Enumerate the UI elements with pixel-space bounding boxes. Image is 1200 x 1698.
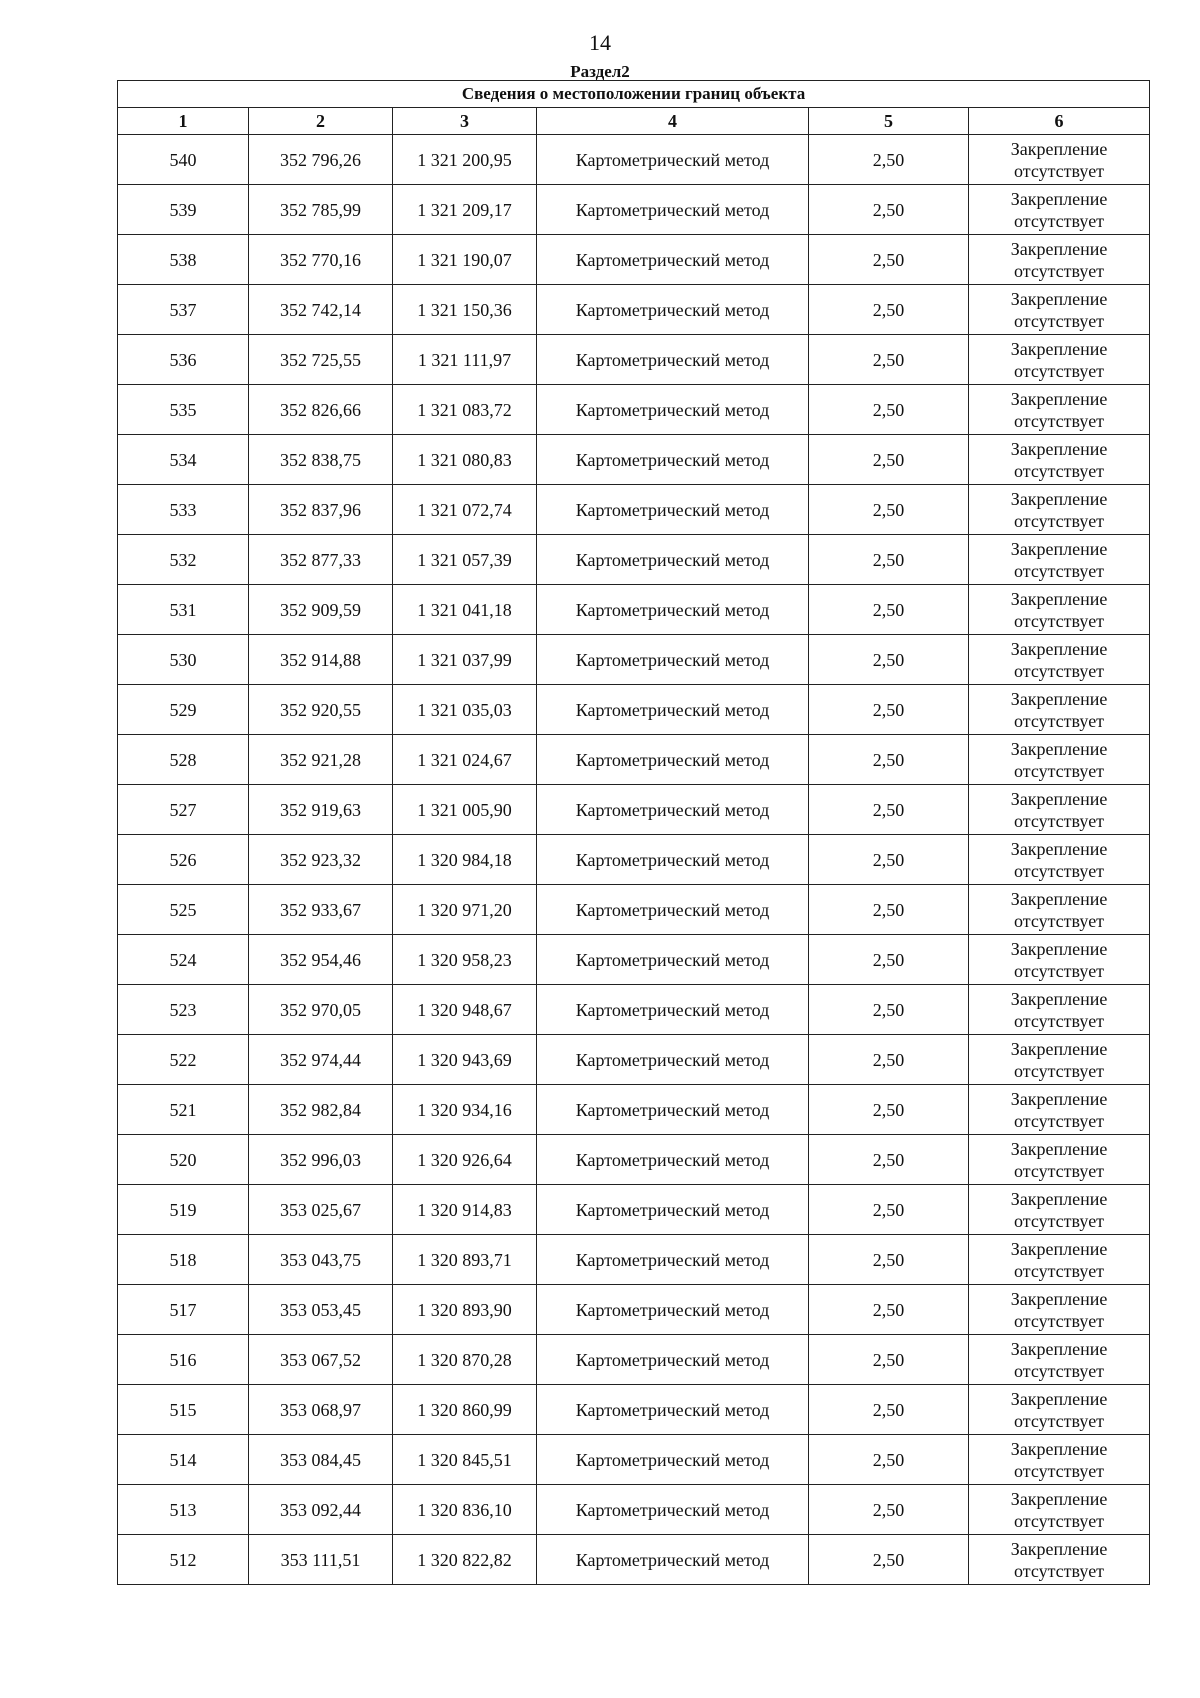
fixing-description-cell: [969, 1385, 1150, 1435]
fixing-description-cell: [969, 585, 1150, 635]
fixing-description-cell: [969, 535, 1150, 585]
y-coordinate-cell: 1 320 948,67: [393, 985, 537, 1035]
y-coordinate-cell: 1 321 150,36: [393, 285, 537, 335]
fixing-description-cell: [969, 435, 1150, 485]
fixing-description-line: отсутствует: [1014, 1560, 1105, 1581]
point-number-cell: 517: [118, 1285, 249, 1335]
fixing-description-line: Закрепление: [1010, 1238, 1108, 1259]
fixing-description-line: отсутствует: [1014, 710, 1105, 731]
fixing-description-cell: [969, 885, 1150, 935]
method-cell: Картометрический метод: [537, 485, 809, 535]
x-coordinate-cell: 353 084,45: [249, 1435, 393, 1485]
y-coordinate-cell: 1 321 200,95: [393, 135, 537, 185]
x-coordinate-cell: 352 919,63: [249, 785, 393, 835]
method-cell: Картометрический метод: [537, 635, 809, 685]
y-coordinate-cell: 1 320 914,83: [393, 1185, 537, 1235]
fixing-description-line: отсутствует: [1014, 1310, 1105, 1331]
point-number-cell: 518: [118, 1235, 249, 1285]
x-coordinate-cell: 353 067,52: [249, 1335, 393, 1385]
accuracy-cell: 2,50: [809, 1535, 969, 1585]
y-coordinate-cell: 1 321 111,97: [393, 335, 537, 385]
column-number: 2: [249, 108, 393, 135]
accuracy-cell: 2,50: [809, 1485, 969, 1535]
fixing-description-line: отсутствует: [1014, 660, 1105, 681]
fixing-description-line: Закрепление: [1010, 1088, 1108, 1109]
x-coordinate-cell: 352 785,99: [249, 185, 393, 235]
fixing-description-line: отсутствует: [1014, 1160, 1105, 1181]
fixing-description-cell: [969, 1285, 1150, 1335]
fixing-description-line: Закрепление: [1010, 1038, 1108, 1059]
table-row: [118, 235, 1150, 285]
method-cell: Картометрический метод: [537, 1235, 809, 1285]
table-body: [118, 135, 1150, 1585]
y-coordinate-cell: 1 320 926,64: [393, 1135, 537, 1185]
fixing-description-line: Закрепление: [1010, 638, 1108, 659]
accuracy-cell: 2,50: [809, 1185, 969, 1235]
accuracy-cell: 2,50: [809, 1135, 969, 1185]
x-coordinate-cell: 352 920,55: [249, 685, 393, 735]
fixing-description-cell: [969, 1485, 1150, 1535]
column-number: 1: [118, 108, 249, 135]
accuracy-cell: 2,50: [809, 1085, 969, 1135]
fixing-description-line: отсутствует: [1014, 1510, 1105, 1531]
method-cell: Картометрический метод: [537, 185, 809, 235]
table-row: [118, 1235, 1150, 1285]
accuracy-cell: 2,50: [809, 785, 969, 835]
fixing-description-cell: [969, 785, 1150, 835]
x-coordinate-cell: 352 954,46: [249, 935, 393, 985]
x-coordinate-cell: 352 921,28: [249, 735, 393, 785]
table-row: [118, 985, 1150, 1035]
point-number-cell: 516: [118, 1335, 249, 1385]
method-cell: Картометрический метод: [537, 385, 809, 435]
y-coordinate-cell: 1 320 870,28: [393, 1335, 537, 1385]
fixing-description-line: Закрепление: [1010, 1138, 1108, 1159]
fixing-description-cell: [969, 335, 1150, 385]
x-coordinate-cell: 352 826,66: [249, 385, 393, 435]
fixing-description-cell: [969, 1085, 1150, 1135]
y-coordinate-cell: 1 320 836,10: [393, 1485, 537, 1535]
method-cell: Картометрический метод: [537, 435, 809, 485]
fixing-description-line: отсутствует: [1014, 960, 1105, 981]
point-number-cell: 538: [118, 235, 249, 285]
fixing-description-line: Закрепление: [1010, 1288, 1108, 1309]
point-number-cell: 519: [118, 1185, 249, 1235]
accuracy-cell: 2,50: [809, 235, 969, 285]
y-coordinate-cell: 1 321 190,07: [393, 235, 537, 285]
accuracy-cell: 2,50: [809, 735, 969, 785]
table-row: [118, 635, 1150, 685]
accuracy-cell: 2,50: [809, 435, 969, 485]
accuracy-cell: 2,50: [809, 585, 969, 635]
x-coordinate-cell: 352 770,16: [249, 235, 393, 285]
fixing-description-line: Закрепление: [1010, 238, 1108, 259]
accuracy-cell: 2,50: [809, 1235, 969, 1285]
table-row: [118, 1435, 1150, 1485]
point-number-cell: 514: [118, 1435, 249, 1485]
fixing-description-line: отсутствует: [1014, 210, 1105, 231]
fixing-description-cell: [969, 735, 1150, 785]
fixing-description-line: Закрепление: [1010, 138, 1108, 159]
table-row: [118, 1185, 1150, 1235]
fixing-description-line: отсутствует: [1014, 810, 1105, 831]
table-caption: Сведения о местоположении границ объекта: [118, 81, 1150, 108]
y-coordinate-cell: 1 320 893,90: [393, 1285, 537, 1335]
method-cell: Картометрический метод: [537, 235, 809, 285]
fixing-description-cell: [969, 635, 1150, 685]
fixing-description-cell: [969, 1535, 1150, 1585]
x-coordinate-cell: 352 970,05: [249, 985, 393, 1035]
fixing-description-line: отсутствует: [1014, 1010, 1105, 1031]
fixing-description-line: Закрепление: [1010, 688, 1108, 709]
column-number: 5: [809, 108, 969, 135]
fixing-description-line: Закрепление: [1010, 288, 1108, 309]
method-cell: Картометрический метод: [537, 1035, 809, 1085]
y-coordinate-cell: 1 321 005,90: [393, 785, 537, 835]
table-row: [118, 535, 1150, 585]
accuracy-cell: 2,50: [809, 1435, 969, 1485]
table-row: [118, 1035, 1150, 1085]
table-row: [118, 1135, 1150, 1185]
table-row: [118, 585, 1150, 635]
table-row: [118, 1085, 1150, 1135]
point-number-cell: 525: [118, 885, 249, 935]
table-row: [118, 485, 1150, 535]
table-row: [118, 835, 1150, 885]
y-coordinate-cell: 1 321 037,99: [393, 635, 537, 685]
table-row: [118, 185, 1150, 235]
fixing-description-line: отсутствует: [1014, 1110, 1105, 1131]
table-row: [118, 685, 1150, 735]
accuracy-cell: 2,50: [809, 1285, 969, 1335]
method-cell: Картометрический метод: [537, 1185, 809, 1235]
method-cell: Картометрический метод: [537, 685, 809, 735]
fixing-description-cell: [969, 985, 1150, 1035]
point-number-cell: 537: [118, 285, 249, 335]
accuracy-cell: 2,50: [809, 1335, 969, 1385]
point-number-cell: 522: [118, 1035, 249, 1085]
fixing-description-line: Закрепление: [1010, 1388, 1108, 1409]
fixing-description-cell: [969, 485, 1150, 535]
fixing-description-line: отсутствует: [1014, 760, 1105, 781]
x-coordinate-cell: 352 742,14: [249, 285, 393, 335]
fixing-description-line: отсутствует: [1014, 510, 1105, 531]
column-number: 3: [393, 108, 537, 135]
point-number-cell: 539: [118, 185, 249, 235]
x-coordinate-cell: 352 838,75: [249, 435, 393, 485]
accuracy-cell: 2,50: [809, 835, 969, 885]
accuracy-cell: 2,50: [809, 335, 969, 385]
accuracy-cell: 2,50: [809, 135, 969, 185]
fixing-description-cell: [969, 285, 1150, 335]
table-row: [118, 885, 1150, 935]
accuracy-cell: 2,50: [809, 185, 969, 235]
table-caption-row: [118, 81, 1150, 108]
y-coordinate-cell: 1 320 971,20: [393, 885, 537, 935]
page-number: 14: [589, 30, 611, 55]
x-coordinate-cell: 353 043,75: [249, 1235, 393, 1285]
fixing-description-line: Закрепление: [1010, 338, 1108, 359]
table-row: [118, 1535, 1150, 1585]
fixing-description-line: отсутствует: [1014, 410, 1105, 431]
column-number: 4: [537, 108, 809, 135]
method-cell: Картометрический метод: [537, 985, 809, 1035]
section-label: Раздел2: [570, 62, 630, 81]
method-cell: Картометрический метод: [537, 1335, 809, 1385]
accuracy-cell: 2,50: [809, 1385, 969, 1435]
x-coordinate-cell: 352 909,59: [249, 585, 393, 635]
fixing-description-line: Закрепление: [1010, 438, 1108, 459]
table-row: [118, 135, 1150, 185]
accuracy-cell: 2,50: [809, 985, 969, 1035]
table-row: [118, 385, 1150, 435]
fixing-description-cell: [969, 1185, 1150, 1235]
accuracy-cell: 2,50: [809, 885, 969, 935]
x-coordinate-cell: 353 053,45: [249, 1285, 393, 1335]
fixing-description-cell: [969, 935, 1150, 985]
x-coordinate-cell: 352 796,26: [249, 135, 393, 185]
fixing-description-line: отсутствует: [1014, 560, 1105, 581]
table-row: [118, 1385, 1150, 1435]
method-cell: Картометрический метод: [537, 885, 809, 935]
fixing-description-line: Закрепление: [1010, 838, 1108, 859]
fixing-description-line: отсутствует: [1014, 1360, 1105, 1381]
fixing-description-cell: [969, 1135, 1150, 1185]
x-coordinate-cell: 352 974,44: [249, 1035, 393, 1085]
table-row: [118, 1285, 1150, 1335]
fixing-description-line: Закрепление: [1010, 588, 1108, 609]
y-coordinate-cell: 1 320 860,99: [393, 1385, 537, 1435]
point-number-cell: 512: [118, 1535, 249, 1585]
boundary-coordinates-table: [117, 80, 1150, 1585]
fixing-description-line: отсутствует: [1014, 310, 1105, 331]
point-number-cell: 534: [118, 435, 249, 485]
fixing-description-cell: [969, 1335, 1150, 1385]
accuracy-cell: 2,50: [809, 685, 969, 735]
point-number-cell: 528: [118, 735, 249, 785]
x-coordinate-cell: 352 923,32: [249, 835, 393, 885]
fixing-description-line: Закрепление: [1010, 738, 1108, 759]
method-cell: Картометрический метод: [537, 1085, 809, 1135]
fixing-description-cell: [969, 1435, 1150, 1485]
accuracy-cell: 2,50: [809, 535, 969, 585]
x-coordinate-cell: 352 933,67: [249, 885, 393, 935]
point-number-cell: 532: [118, 535, 249, 585]
fixing-description-line: Закрепление: [1010, 388, 1108, 409]
point-number-cell: 527: [118, 785, 249, 835]
fixing-description-line: отсутствует: [1014, 860, 1105, 881]
y-coordinate-cell: 1 321 209,17: [393, 185, 537, 235]
y-coordinate-cell: 1 320 893,71: [393, 1235, 537, 1285]
x-coordinate-cell: 352 837,96: [249, 485, 393, 535]
method-cell: Картометрический метод: [537, 535, 809, 585]
method-cell: Картометрический метод: [537, 1435, 809, 1485]
fixing-description-cell: [969, 185, 1150, 235]
table-row: [118, 335, 1150, 385]
fixing-description-cell: [969, 1235, 1150, 1285]
fixing-description-line: Закрепление: [1010, 1438, 1108, 1459]
fixing-description-cell: [969, 235, 1150, 285]
accuracy-cell: 2,50: [809, 485, 969, 535]
y-coordinate-cell: 1 321 072,74: [393, 485, 537, 535]
fixing-description-line: отсутствует: [1014, 1060, 1105, 1081]
point-number-cell: 520: [118, 1135, 249, 1185]
column-number: 6: [969, 108, 1150, 135]
column-number-row: [118, 108, 1150, 135]
fixing-description-line: отсутствует: [1014, 160, 1105, 181]
fixing-description-line: отсутствует: [1014, 1410, 1105, 1431]
method-cell: Картометрический метод: [537, 335, 809, 385]
x-coordinate-cell: 353 111,51: [249, 1535, 393, 1585]
method-cell: Картометрический метод: [537, 1535, 809, 1585]
fixing-description-line: отсутствует: [1014, 610, 1105, 631]
y-coordinate-cell: 1 321 035,03: [393, 685, 537, 735]
point-number-cell: 536: [118, 335, 249, 385]
method-cell: Картометрический метод: [537, 935, 809, 985]
fixing-description-line: Закрепление: [1010, 788, 1108, 809]
fixing-description-line: Закрепление: [1010, 888, 1108, 909]
point-number-cell: 529: [118, 685, 249, 735]
fixing-description-line: отсутствует: [1014, 910, 1105, 931]
fixing-description-cell: [969, 1035, 1150, 1085]
fixing-description-line: Закрепление: [1010, 488, 1108, 509]
x-coordinate-cell: 353 025,67: [249, 1185, 393, 1235]
x-coordinate-cell: 352 996,03: [249, 1135, 393, 1185]
method-cell: Картометрический метод: [537, 1135, 809, 1185]
accuracy-cell: 2,50: [809, 285, 969, 335]
fixing-description-cell: [969, 685, 1150, 735]
fixing-description-line: Закрепление: [1010, 1488, 1108, 1509]
table-row: [118, 735, 1150, 785]
y-coordinate-cell: 1 320 943,69: [393, 1035, 537, 1085]
accuracy-cell: 2,50: [809, 385, 969, 435]
point-number-cell: 540: [118, 135, 249, 185]
accuracy-cell: 2,50: [809, 635, 969, 685]
point-number-cell: 526: [118, 835, 249, 885]
table-row: [118, 1485, 1150, 1535]
method-cell: Картометрический метод: [537, 285, 809, 335]
x-coordinate-cell: 352 725,55: [249, 335, 393, 385]
method-cell: Картометрический метод: [537, 735, 809, 785]
fixing-description-cell: [969, 835, 1150, 885]
method-cell: Картометрический метод: [537, 135, 809, 185]
table-row: [118, 935, 1150, 985]
method-cell: Картометрический метод: [537, 785, 809, 835]
fixing-description-line: Закрепление: [1010, 188, 1108, 209]
fixing-description-line: отсутствует: [1014, 260, 1105, 281]
method-cell: Картометрический метод: [537, 835, 809, 885]
fixing-description-line: Закрепление: [1010, 1338, 1108, 1359]
y-coordinate-cell: 1 320 958,23: [393, 935, 537, 985]
fixing-description-line: отсутствует: [1014, 1210, 1105, 1231]
fixing-description-line: отсутствует: [1014, 360, 1105, 381]
y-coordinate-cell: 1 321 083,72: [393, 385, 537, 435]
fixing-description-cell: [969, 135, 1150, 185]
point-number-cell: 530: [118, 635, 249, 685]
point-number-cell: 513: [118, 1485, 249, 1535]
fixing-description-line: отсутствует: [1014, 460, 1105, 481]
y-coordinate-cell: 1 320 822,82: [393, 1535, 537, 1585]
x-coordinate-cell: 352 982,84: [249, 1085, 393, 1135]
fixing-description-line: Закрепление: [1010, 938, 1108, 959]
point-number-cell: 531: [118, 585, 249, 635]
y-coordinate-cell: 1 321 041,18: [393, 585, 537, 635]
point-number-cell: 521: [118, 1085, 249, 1135]
method-cell: Картометрический метод: [537, 1485, 809, 1535]
y-coordinate-cell: 1 320 984,18: [393, 835, 537, 885]
x-coordinate-cell: 353 092,44: [249, 1485, 393, 1535]
method-cell: Картометрический метод: [537, 1385, 809, 1435]
x-coordinate-cell: 352 877,33: [249, 535, 393, 585]
fixing-description-cell: [969, 385, 1150, 435]
y-coordinate-cell: 1 321 080,83: [393, 435, 537, 485]
table-row: [118, 785, 1150, 835]
fixing-description-line: отсутствует: [1014, 1460, 1105, 1481]
fixing-description-line: отсутствует: [1014, 1260, 1105, 1281]
table-row: [118, 435, 1150, 485]
point-number-cell: 523: [118, 985, 249, 1035]
y-coordinate-cell: 1 320 934,16: [393, 1085, 537, 1135]
y-coordinate-cell: 1 320 845,51: [393, 1435, 537, 1485]
point-number-cell: 535: [118, 385, 249, 435]
method-cell: Картометрический метод: [537, 1285, 809, 1335]
y-coordinate-cell: 1 321 057,39: [393, 535, 537, 585]
fixing-description-line: Закрепление: [1010, 1538, 1108, 1559]
accuracy-cell: 2,50: [809, 1035, 969, 1085]
point-number-cell: 524: [118, 935, 249, 985]
x-coordinate-cell: 353 068,97: [249, 1385, 393, 1435]
point-number-cell: 515: [118, 1385, 249, 1435]
fixing-description-line: Закрепление: [1010, 988, 1108, 1009]
table-row: [118, 1335, 1150, 1385]
point-number-cell: 533: [118, 485, 249, 535]
accuracy-cell: 2,50: [809, 935, 969, 985]
table-row: [118, 285, 1150, 335]
y-coordinate-cell: 1 321 024,67: [393, 735, 537, 785]
x-coordinate-cell: 352 914,88: [249, 635, 393, 685]
fixing-description-line: Закрепление: [1010, 538, 1108, 559]
method-cell: Картометрический метод: [537, 585, 809, 635]
fixing-description-line: Закрепление: [1010, 1188, 1108, 1209]
